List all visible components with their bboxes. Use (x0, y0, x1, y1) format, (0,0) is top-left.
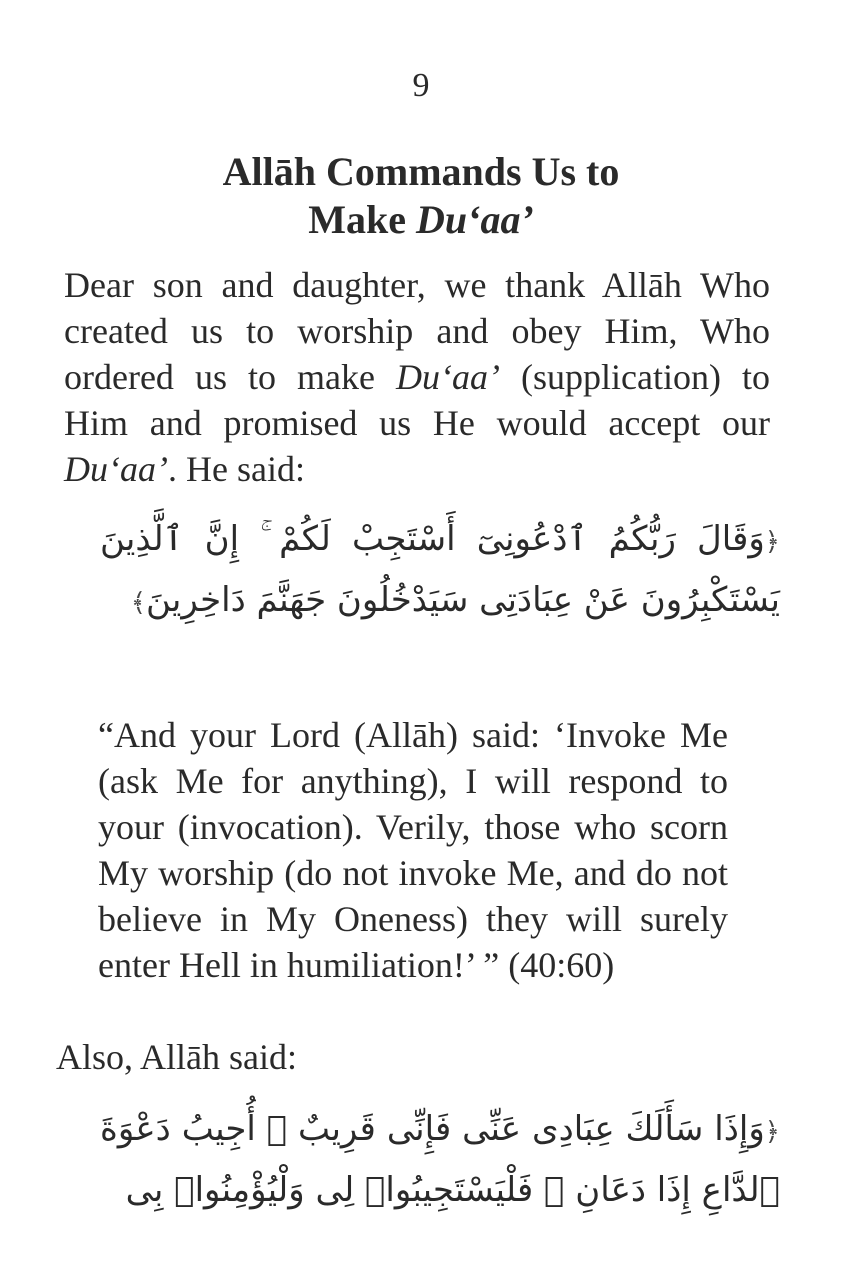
page-number: 9 (412, 67, 430, 104)
title-line-1: Allāh Commands Us to (222, 149, 620, 194)
quran-verse-40-60-arabic (100, 510, 780, 632)
verse-translation: “And your Lord (Allāh) said: ‘Invoke Me (ask Me for anything), I will respond to your (invocation). Verily, those who scorn My worship (do not invoke Me, and do not believe in My Oneness) they will surely enter Hell in humiliation!’ ” (40:60) (98, 715, 728, 985)
ornate-bracket-close-icon: ﴾ (130, 588, 147, 618)
arabic-text: وَقَالَ رَبُّكُمُ ٱدْعُونِىٓ أَسْتَجِبْ لَكُمْ ۚ إِنَّ ٱلَّذِينَ يَسْتَكْبِرُونَ عَنْ عِبَادَتِى سَيَدْخُلُونَ جَهَنَّمَ دَاخِرِينَ (100, 519, 780, 620)
arabic-text: وَإِذَا سَأَلَكَ عِبَادِى عَنِّى فَإِنِّى قَرِيبٌ ۖ أُجِيبُ دَعْوَةَ ٱلدَّاعِ إِذَا دَعَانِ ۖ فَلْيَسْتَجِيبُوا۟ لِى وَلْيُؤْمِنُوا۟ بِى (100, 1109, 780, 1210)
ornate-bracket-open-icon: ﴿ (764, 527, 780, 557)
title-line-2-plain: Make (308, 197, 416, 242)
ornate-bracket-open-icon: ﴿ (764, 1117, 780, 1147)
title-line-2-italic: Du‘aa’ (415, 197, 534, 242)
intro-term-duaa-1: Du‘aa’ (396, 357, 500, 397)
intro-part-1: Dear son and daughter, we thank Allāh Who created us to worship and obey Him, Who ordered us to make (64, 265, 770, 397)
intro-term-duaa-2: Du‘aa’ (64, 449, 168, 489)
also-said-line: Also, Allāh said: (56, 1037, 297, 1077)
page-title (60, 148, 782, 244)
intro-paragraph (64, 262, 770, 492)
quran-verse-2-186-arabic (100, 1100, 780, 1219)
intro-part-3: . He said: (167, 449, 305, 489)
intro-part-2: (supplication) to Him and promised us He would accept our (64, 357, 771, 443)
